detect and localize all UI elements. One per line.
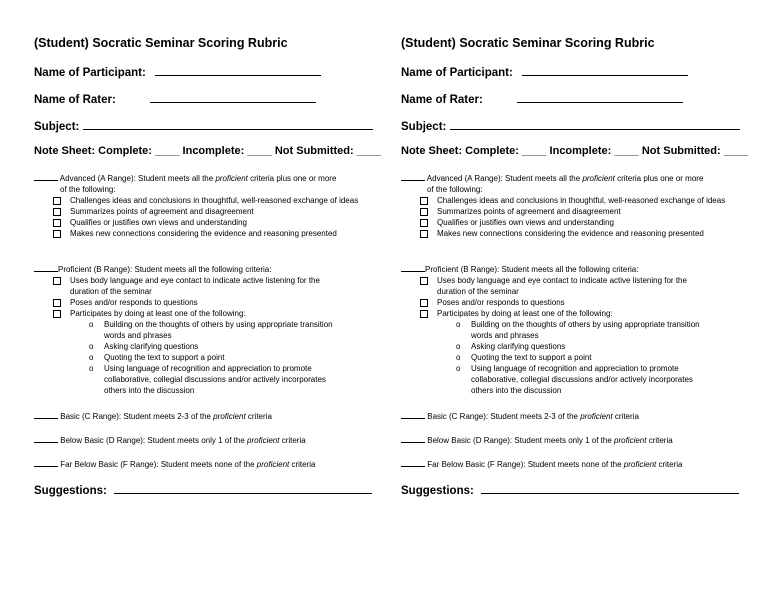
proficient-subitem: o Asking clarifying questions <box>456 342 566 351</box>
below-basic-score-blank[interactable] <box>34 434 58 443</box>
checkbox-icon[interactable] <box>53 277 61 285</box>
checkbox-icon[interactable] <box>420 197 428 205</box>
rubric-right-copy <box>401 0 761 594</box>
checkbox-icon[interactable] <box>420 208 428 216</box>
proficient-score-blank[interactable] <box>34 263 58 272</box>
participant-field[interactable] <box>401 64 688 79</box>
proficient-subitem: o Using language of recognition and appreciation to promote collaborative, collegial discussions and/or actively incorporates others into the discussion <box>89 364 326 395</box>
proficient-subitem: o Building on the thoughts of others by using appropriate transition words and phrases <box>89 320 333 340</box>
below-basic-line: Below Basic (D Range): Student meets only 1 of the proficient criteria <box>401 434 673 446</box>
bullet-icon: o <box>456 353 461 362</box>
advanced-item: Challenges ideas and conclusions in thoughtful, well-reasoned exchange of ideas <box>401 195 741 206</box>
bullet-icon: o <box>456 342 461 351</box>
bullet-icon: o <box>89 320 94 329</box>
suggestions-label: Suggestions: <box>401 485 474 497</box>
basic-line: Basic (C Range): Student meets 2-3 of the proficient criteria <box>401 410 639 422</box>
proficient-subitem: o Building on the thoughts of others by using appropriate transition words and phrases <box>456 320 700 340</box>
bullet-icon: o <box>89 342 94 351</box>
rubric-title: (Student) Socratic Seminar Scoring Rubric <box>34 36 288 50</box>
rater-field[interactable] <box>401 91 683 106</box>
advanced-section: Advanced (A Range): Student meets all the proficient criteria plus one or more of the following: Challenges ideas and conclusions in thoughtful, well-reasoned exchange of ideas Summarizes points of agreement and disagreement Qualifies or justifies own views and understanding Makes new connections considering the evidence and reasoning presented <box>34 172 374 239</box>
checkbox-icon[interactable] <box>420 310 428 318</box>
basic-score-blank[interactable] <box>34 410 58 419</box>
participant-label: Name of Participant: <box>401 67 513 79</box>
checkbox-icon[interactable] <box>53 310 61 318</box>
subject-label: Subject: <box>34 121 80 133</box>
note-sheet-line: Note Sheet: Complete: ____ Incomplete: ____ Not Submitted: ____ <box>401 145 749 157</box>
checkbox-icon[interactable] <box>420 219 428 227</box>
bullet-icon: o <box>89 353 94 362</box>
checkbox-icon[interactable] <box>53 208 61 216</box>
proficient-subitem: o Using language of recognition and appreciation to promote collaborative, collegial discussions and/or actively incorporates others into the discussion <box>456 364 693 395</box>
rater-field[interactable] <box>34 91 316 106</box>
advanced-item: Challenges ideas and conclusions in thoughtful, well-reasoned exchange of ideas <box>34 195 374 206</box>
checkbox-icon[interactable] <box>53 197 61 205</box>
checkbox-icon[interactable] <box>53 219 61 227</box>
rater-label: Name of Rater: <box>401 94 483 106</box>
checkbox-icon[interactable] <box>420 299 428 307</box>
below-basic-line: Below Basic (D Range): Student meets only 1 of the proficient criteria <box>34 434 306 446</box>
suggestions-label: Suggestions: <box>34 485 107 497</box>
advanced-item: Summarizes points of agreement and disagreement <box>401 206 741 217</box>
proficient-item: Uses body language and eye contact to indicate active listening for the duration of the seminar <box>34 275 344 297</box>
participant-field[interactable] <box>34 64 321 79</box>
far-below-basic-score-blank[interactable] <box>34 458 58 467</box>
suggestions-field[interactable] <box>401 482 739 497</box>
advanced-item: Makes new connections considering the evidence and reasoning presented <box>401 228 741 239</box>
bullet-icon: o <box>89 364 94 373</box>
basic-score-blank[interactable] <box>401 410 425 419</box>
proficient-item: Poses and/or responds to questions <box>34 297 344 308</box>
rubric-title: (Student) Socratic Seminar Scoring Rubric <box>401 36 655 50</box>
proficient-section: Proficient (B Range): Student meets all the following criteria: Uses body language and eye contact to indicate active listening for the duration of the seminar Poses and/or responds to questions Participates by doing at least one of the following: o Building on the thoughts of others by using appropriate transition words and phrases o Asking clarifying questions o Quoting the text to support a point o Using language of recognition and appreciation to promote collaborative, collegial discussions and/or actively incorporates others into the discussion <box>401 263 711 396</box>
proficient-subitem: o Quoting the text to support a point <box>456 353 592 362</box>
proficient-item: Participates by doing at least one of the following: <box>34 308 344 319</box>
advanced-item: Summarizes points of agreement and disagreement <box>34 206 374 217</box>
far-below-basic-line: Far Below Basic (F Range): Student meets none of the proficient criteria <box>401 458 682 470</box>
proficient-item: Participates by doing at least one of the following: <box>401 308 711 319</box>
advanced-item: Qualifies or justifies own views and understanding <box>401 217 741 228</box>
basic-line: Basic (C Range): Student meets 2-3 of the proficient criteria <box>34 410 272 422</box>
subject-field[interactable] <box>34 118 373 133</box>
bullet-icon: o <box>456 364 461 373</box>
subject-field[interactable] <box>401 118 740 133</box>
rater-label: Name of Rater: <box>34 94 116 106</box>
advanced-score-blank[interactable] <box>34 172 58 181</box>
checkbox-icon[interactable] <box>53 230 61 238</box>
proficient-item: Uses body language and eye contact to indicate active listening for the duration of the seminar <box>401 275 711 297</box>
suggestions-field[interactable] <box>34 482 372 497</box>
far-below-basic-line: Far Below Basic (F Range): Student meets none of the proficient criteria <box>34 458 315 470</box>
far-below-basic-score-blank[interactable] <box>401 458 425 467</box>
bullet-icon: o <box>456 320 461 329</box>
advanced-score-blank[interactable] <box>401 172 425 181</box>
rubric-left-copy <box>34 0 394 594</box>
checkbox-icon[interactable] <box>420 230 428 238</box>
checkbox-icon[interactable] <box>420 277 428 285</box>
participant-label: Name of Participant: <box>34 67 146 79</box>
below-basic-score-blank[interactable] <box>401 434 425 443</box>
subject-label: Subject: <box>401 121 447 133</box>
advanced-item: Makes new connections considering the evidence and reasoning presented <box>34 228 374 239</box>
proficient-subitem: o Asking clarifying questions <box>89 342 199 351</box>
proficient-score-blank[interactable] <box>401 263 425 272</box>
proficient-subitem: o Quoting the text to support a point <box>89 353 225 362</box>
advanced-section: Advanced (A Range): Student meets all the proficient criteria plus one or more of the following: Challenges ideas and conclusions in thoughtful, well-reasoned exchange of ideas Summarizes points of agreement and disagreement Qualifies or justifies own views and understanding Makes new connections considering the evidence and reasoning presented <box>401 172 741 239</box>
proficient-item: Poses and/or responds to questions <box>401 297 711 308</box>
note-sheet-line: Note Sheet: Complete: ____ Incomplete: ____ Not Submitted: ____ <box>34 145 382 157</box>
advanced-item: Qualifies or justifies own views and understanding <box>34 217 374 228</box>
checkbox-icon[interactable] <box>53 299 61 307</box>
proficient-section: Proficient (B Range): Student meets all the following criteria: Uses body language and eye contact to indicate active listening for the duration of the seminar Poses and/or responds to questions Participates by doing at least one of the following: o Building on the thoughts of others by using appropriate transition words and phrases o Asking clarifying questions o Quoting the text to support a point o Using language of recognition and appreciation to promote collaborative, collegial discussions and/or actively incorporates others into the discussion <box>34 263 344 396</box>
